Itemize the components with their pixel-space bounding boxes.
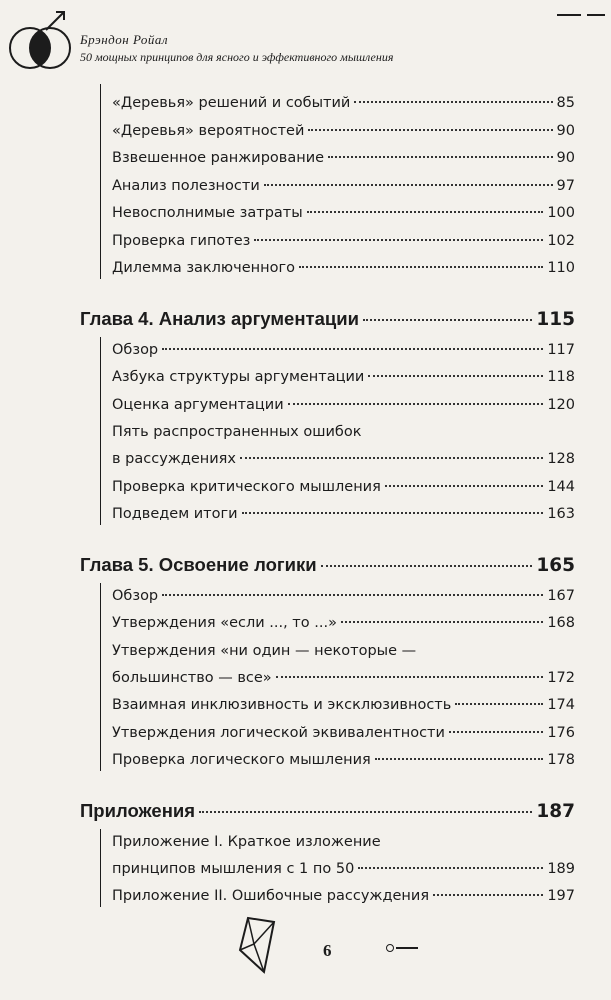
toc-chapter-5: Глава 5. Освоение логики 165 [80, 553, 575, 576]
toc-group-appendices [80, 829, 575, 911]
venn-logo-icon [6, 6, 76, 76]
toc-item: Утверждения логической эквивалентности 176 [112, 724, 575, 741]
toc-item: «Деревья» решений и событий 85 [112, 95, 575, 111]
toc-item: Оценка аргументации 120 [112, 396, 575, 413]
toc-item: Пять распространенных ошибок в рассуждениях 128 [112, 424, 575, 467]
toc-item: Проверка логического мышления 178 [112, 752, 575, 768]
header-rule [557, 14, 605, 16]
page-number: 6 [323, 941, 332, 960]
toc-item: Взвешенное ранжирование 90 [112, 150, 575, 166]
crystal-icon [234, 914, 280, 976]
toc-item: Проверка гипотез 102 [112, 232, 575, 249]
toc-group-chapter3-tail [80, 90, 575, 283]
toc-item: «Деревья» вероятностей 90 [112, 122, 575, 139]
header-book-title: 50 мощных принципов для ясного и эффективного мышления [80, 50, 394, 64]
toc-group-chapter5 [80, 583, 575, 775]
footer-ornament [386, 944, 418, 952]
toc-item: Приложение I. Краткое изложение принципов мышления с 1 по 50 189 [112, 833, 575, 877]
running-header [80, 32, 393, 65]
toc-item: Проверка критического мышления 144 [112, 478, 575, 495]
header-author: Брэндон Ройал [80, 32, 169, 47]
toc-item: Азбука структуры аргументации 118 [112, 369, 575, 385]
toc-item: Обзор 167 [112, 587, 575, 604]
toc-item: Обзор 117 [112, 341, 575, 358]
toc-item: Взаимная инклюзивность и эксклюзивность 174 [112, 697, 575, 713]
toc-item: Утверждения «если ..., то ...» 168 [112, 615, 575, 631]
toc-item: Дилемма заключенного 110 [112, 260, 575, 276]
toc-group-chapter4 [80, 337, 575, 529]
toc-item: Утверждения «ни один — некоторые — большинство — все» 172 [112, 642, 575, 686]
table-of-contents [80, 90, 575, 911]
toc-item: Невосполнимые затраты 100 [112, 205, 575, 221]
toc-item: Подведем итоги 163 [112, 506, 575, 522]
toc-item: Анализ полезности 97 [112, 177, 575, 194]
toc-chapter-4: Глава 4. Анализ аргументации 115 [80, 307, 575, 330]
toc-item: Приложение II. Ошибочные рассуждения 197 [112, 888, 575, 904]
toc-appendices: Приложения 187 [80, 799, 575, 822]
